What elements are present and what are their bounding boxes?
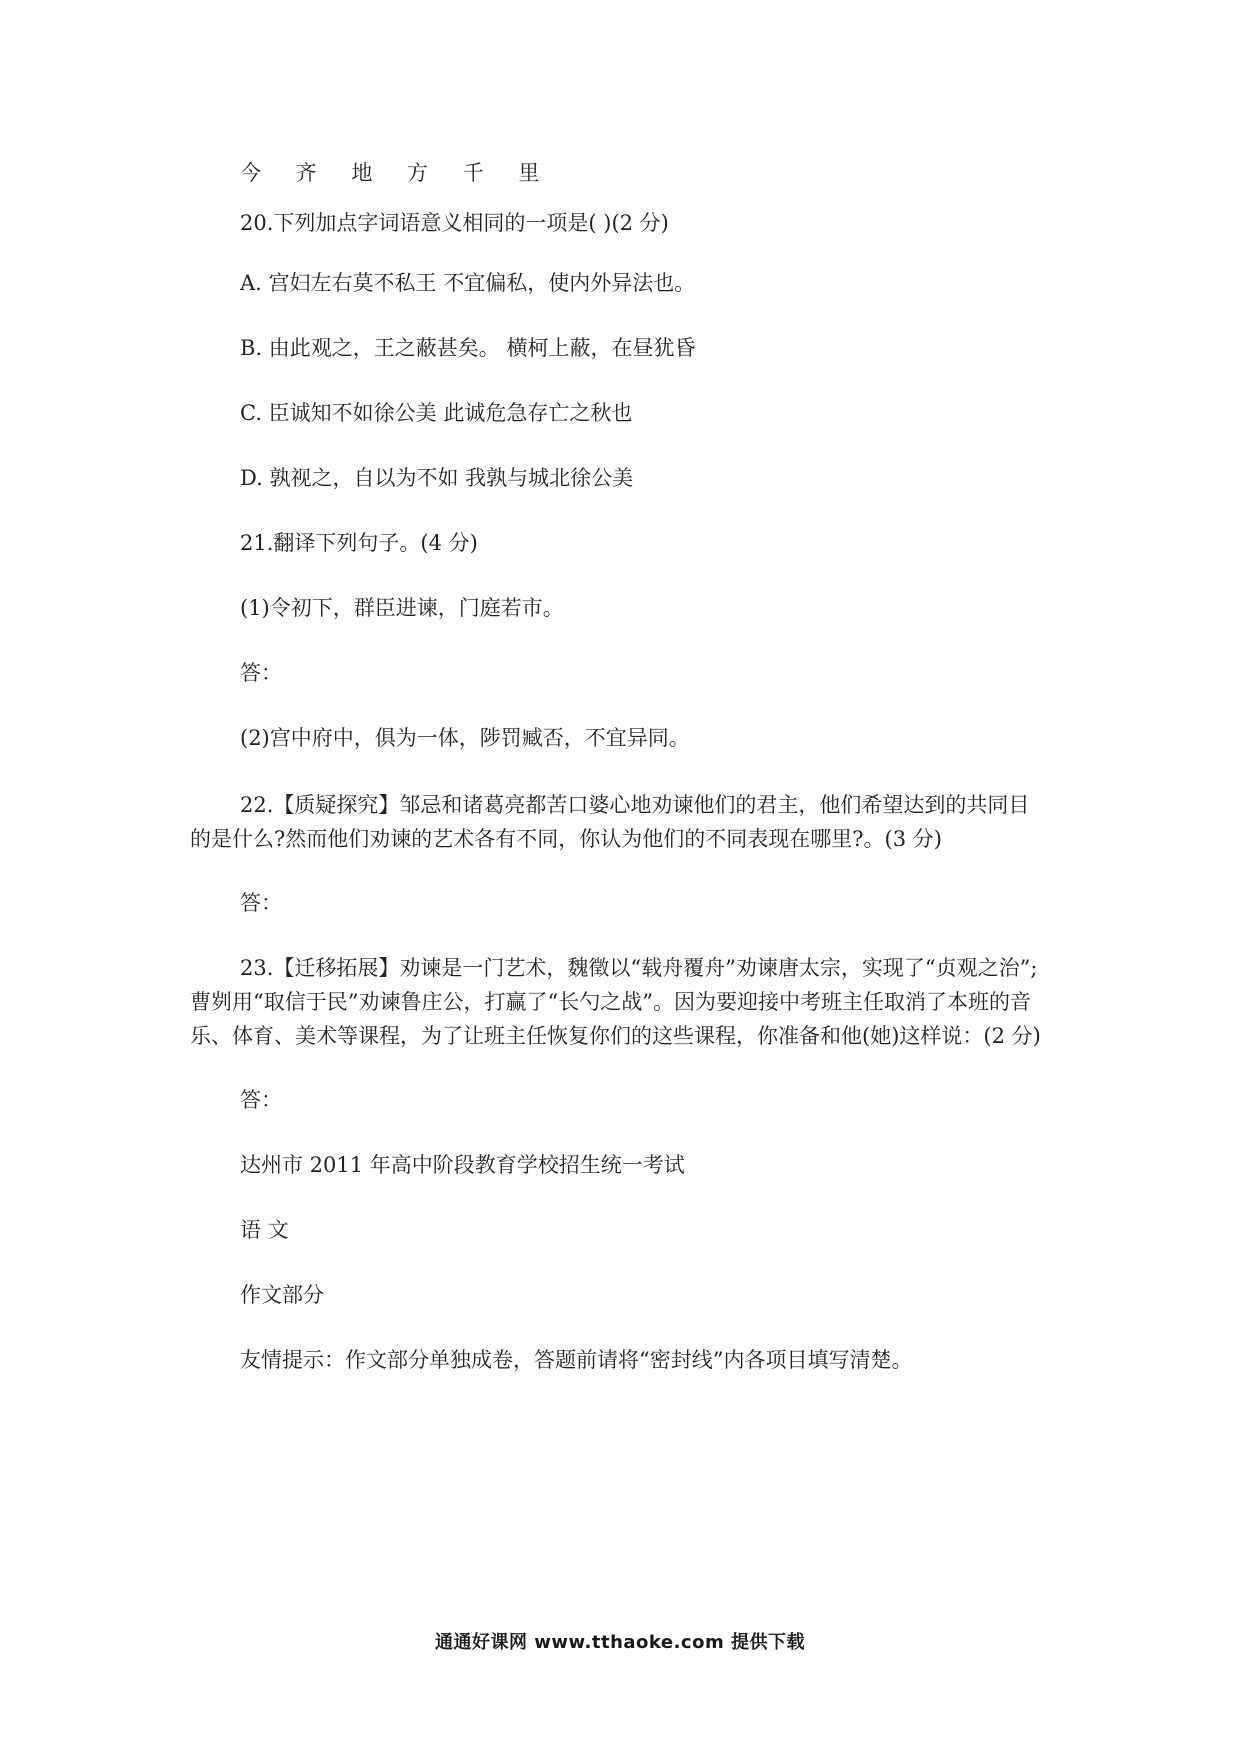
sentence-2: (2)宫中府中，俱为一体，陟罚臧否，不宜异同。 [240, 726, 690, 750]
footer-credit: 通通好课网 www.tthaoke.com 提供下载 [435, 1632, 805, 1653]
sentence-1: (1)令初下，群臣进谏，门庭若市。 [240, 596, 564, 620]
subject-label: 语 文 [240, 1218, 289, 1242]
question-21: 21.翻译下列句子。(4 分) [240, 531, 478, 555]
question-23-cont: 曹刿用“取信于民”劝谏鲁庄公，打赢了“长勺之战”。因为要迎接中考班主任取消了本班的音 [190, 990, 1031, 1014]
text-line: 今 齐 地 方 千 里 [240, 161, 554, 185]
section-title: 作文部分 [240, 1283, 324, 1307]
friendly-tip: 友情提示：作文部分单独成卷，答题前请将“密封线”内各项目填写清楚。 [240, 1348, 913, 1372]
option-b: B. 由此观之，王之蔽甚矣。 横柯上蔽，在昼犹昏 [240, 336, 696, 360]
question-22-cont: 的是什么?然而他们劝谏的艺术各有不同，你认为他们的不同表现在哪里?。(3 分) [190, 827, 942, 851]
option-c: C. 臣诚知不如徐公美 此诚危急存亡之秋也 [240, 401, 633, 425]
option-d: D. 孰视之，自以为不如 我孰与城北徐公美 [240, 466, 634, 490]
answer-label: 答： [240, 1088, 282, 1112]
question-23-cont: 乐、体育、美术等课程，为了让班主任恢复你们的这些课程，你准备和他(她)这样说：(2 分) [190, 1024, 1041, 1048]
exam-title: 达州市 2011 年高中阶段教育学校招生统一考试 [240, 1153, 685, 1177]
answer-label: 答： [240, 661, 282, 685]
question-22: 22.【质疑探究】邹忌和诸葛亮都苦口婆心地劝谏他们的君主，他们希望达到的共同目 [240, 793, 1030, 817]
answer-label: 答： [240, 891, 282, 915]
option-a: A. 宫妇左右莫不私王 不宜偏私，使内外异法也。 [240, 271, 696, 295]
question-23: 23.【迁移拓展】劝谏是一门艺术，魏徵以“载舟覆舟”劝谏唐太宗，实现了“贞观之治”; [240, 956, 1038, 980]
question-20: 20.下列加点字词语意义相同的一项是( )(2 分) [240, 211, 669, 235]
